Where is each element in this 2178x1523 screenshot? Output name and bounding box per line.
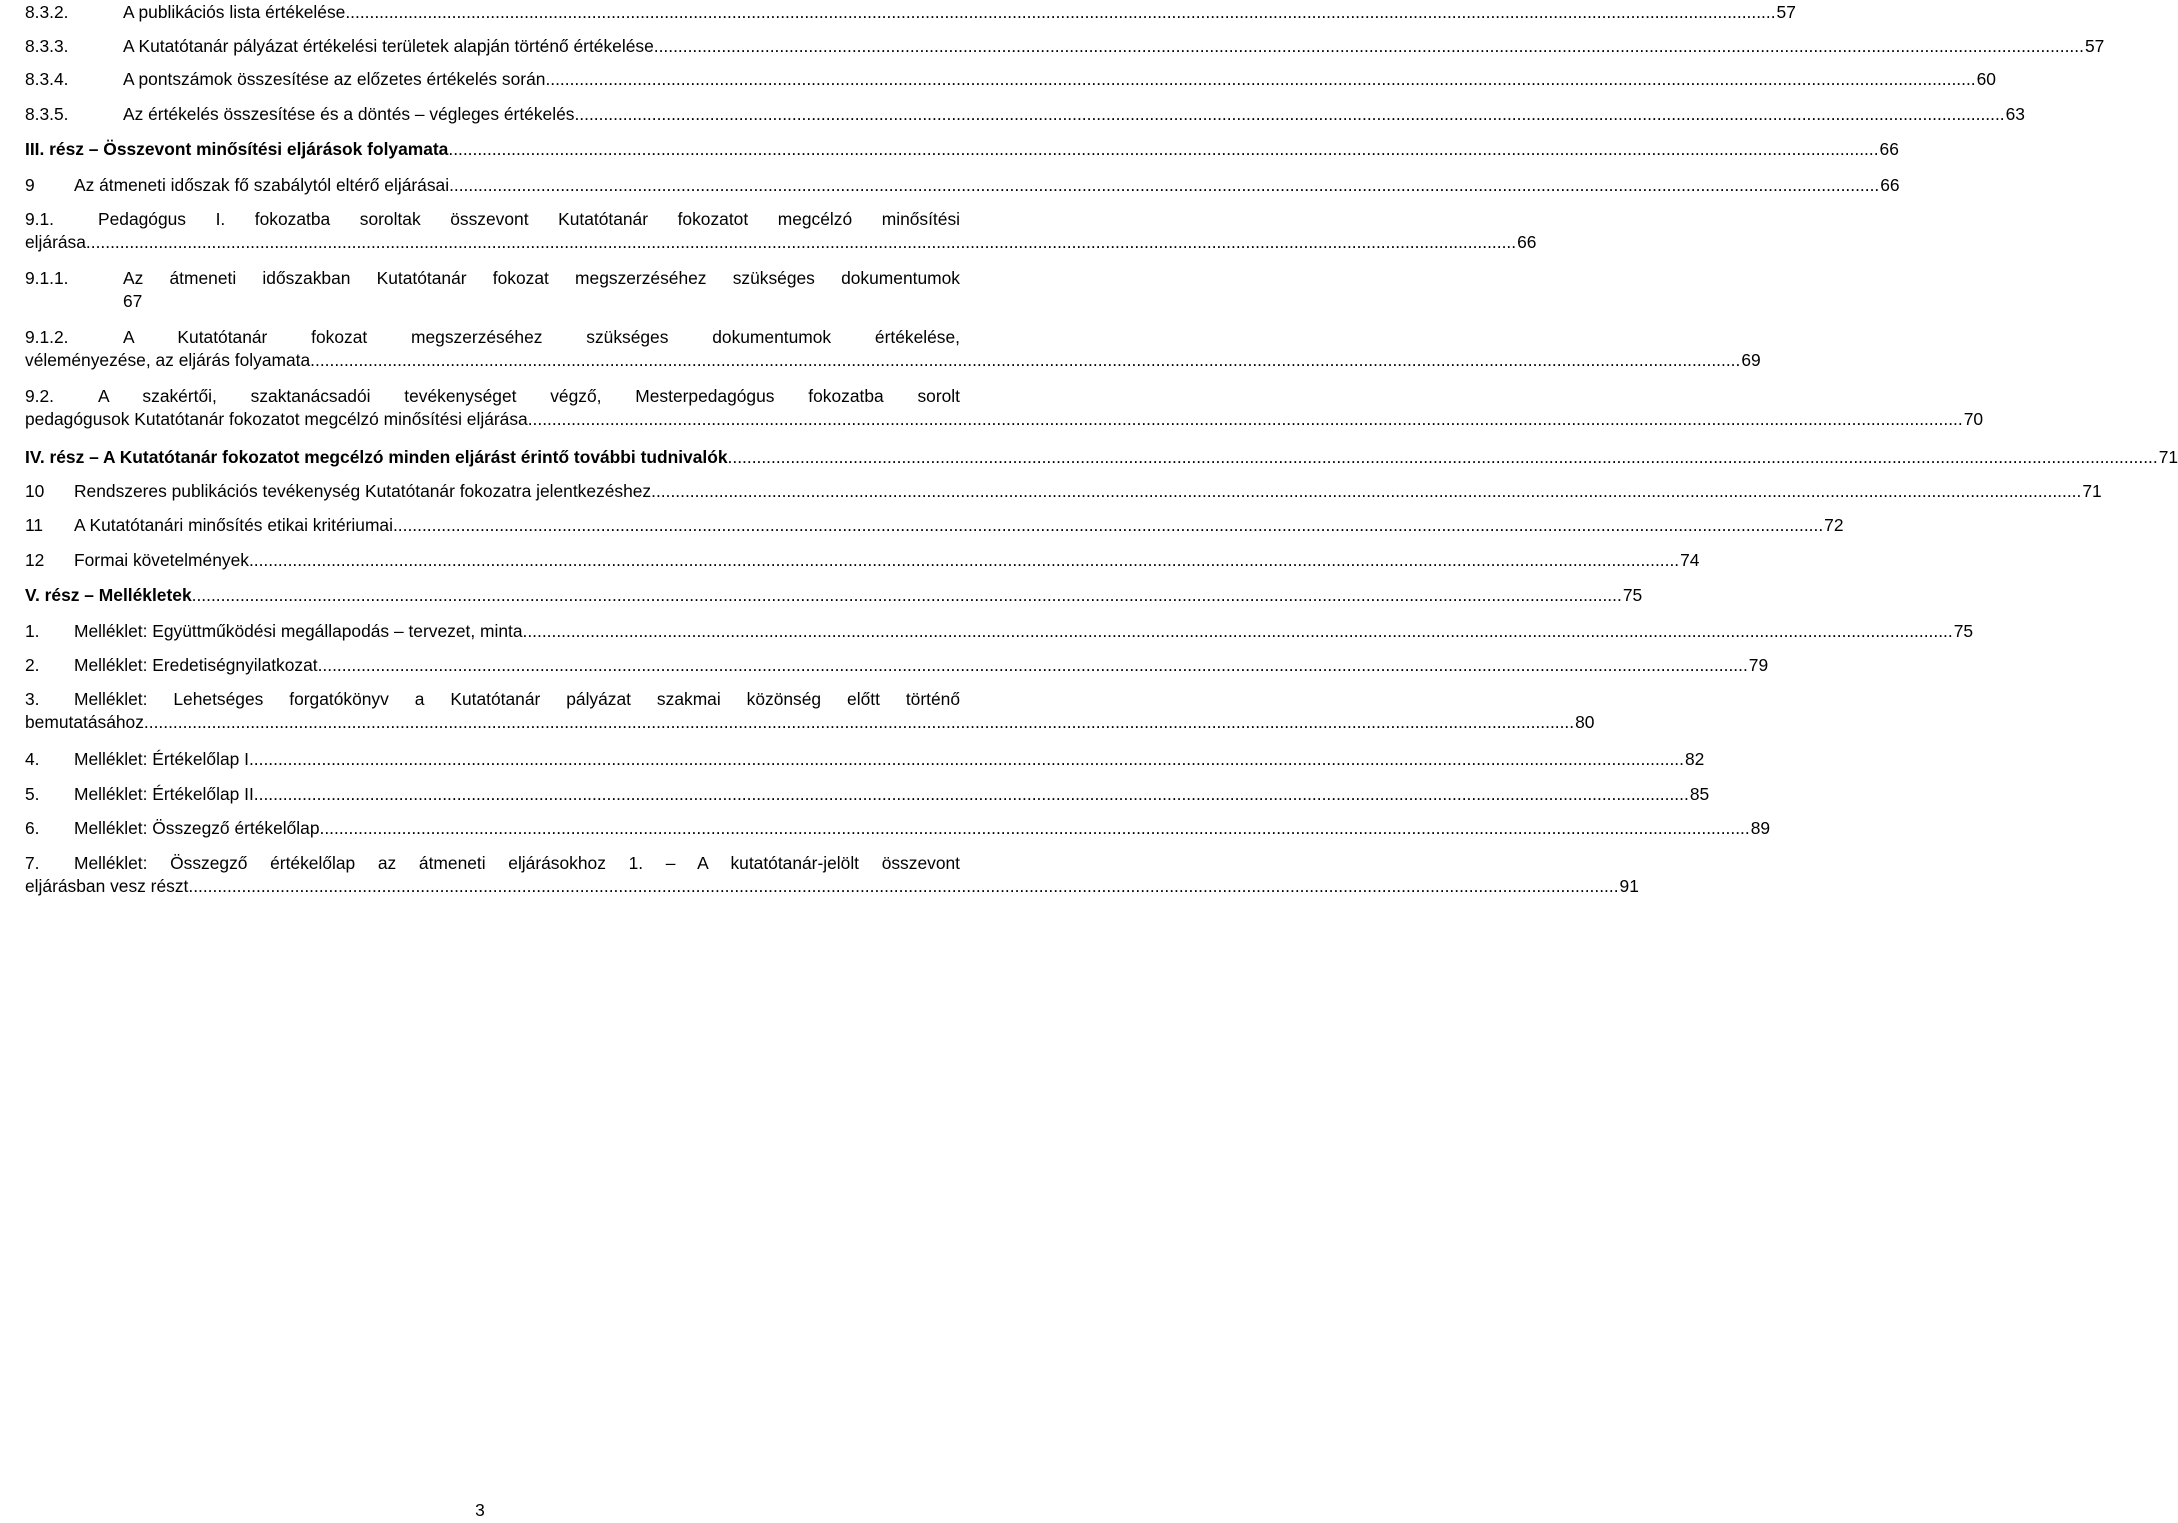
- toc-dot-leader: [86, 231, 1516, 254]
- toc-dot-leader: [310, 349, 1740, 372]
- toc-entry-title: A publikációs lista értékelése: [123, 2, 346, 22]
- toc-entry-number: 9.1.2.: [25, 327, 69, 347]
- toc-entry-number: 4.: [25, 749, 40, 769]
- toc-entry-page: 89: [1750, 818, 1771, 838]
- toc-dot-leader: [523, 620, 1953, 643]
- toc-entry-page: 79: [1748, 655, 1769, 675]
- toc-entry-page: 74: [1680, 550, 1700, 570]
- toc-entry[interactable]: [25, 620, 1974, 643]
- toc-entry-page: 75: [1953, 621, 1974, 641]
- toc-entry-number: 8.3.2.: [25, 2, 69, 22]
- toc-entry-title-line2: véleményezése, az eljárás folyamata: [25, 350, 311, 370]
- toc-part-heading[interactable]: [25, 446, 2178, 469]
- toc-entry-page: 70: [1963, 409, 1984, 429]
- toc-entry-page: 57: [1776, 2, 1796, 22]
- toc-entry[interactable]: [25, 514, 1844, 537]
- toc-part-heading[interactable]: [25, 584, 1643, 607]
- toc-entry-number: 8.3.4.: [25, 69, 69, 89]
- toc-dot-leader: [345, 1, 1775, 24]
- toc-entry-title: Melléklet: Eredetiségnyilatkozat: [74, 655, 318, 675]
- toc-dot-leader: [651, 480, 2081, 503]
- toc-entry-page: 82: [1684, 749, 1705, 769]
- toc-entry-number: 8.3.3.: [25, 36, 69, 56]
- toc-entry-page: 67: [123, 291, 143, 311]
- toc-dot-leader: [259, 783, 1689, 806]
- toc-dot-leader: [574, 103, 2004, 126]
- toc-entry[interactable]: [25, 748, 1705, 771]
- toc-dot-leader: [448, 138, 1878, 161]
- toc-entry-title: A pontszámok összesítése az előzetes értékelés során: [123, 69, 546, 89]
- toc-entry-title: V. rész – Mellékletek: [25, 585, 192, 605]
- toc-entry-page: 66: [1880, 175, 1900, 195]
- toc-entry[interactable]: [25, 654, 1769, 677]
- toc-entry-page: 60: [1976, 69, 1996, 89]
- toc-entry-page: 63: [2005, 104, 2025, 124]
- toc-entry-page: 71: [2158, 447, 2178, 467]
- toc-entry-number: 9.1.: [25, 209, 55, 229]
- toc-entry-page: 71: [2082, 481, 2102, 501]
- toc-dot-leader: [320, 817, 1750, 840]
- toc-entry-page: 72: [1824, 515, 1844, 535]
- toc-entry-page: 80: [1575, 712, 1595, 732]
- toc-entry-title-line1: Az átmeneti időszakban Kutatótanár fokozat megszerzéséhez szükséges dokumentumok: [123, 268, 960, 288]
- toc-entry-title-line2: eljárása: [25, 232, 86, 252]
- toc-entry-title-line2: bemutatásához: [25, 712, 144, 732]
- toc-entry-number: 11: [25, 515, 44, 535]
- toc-dot-leader: [654, 35, 2084, 58]
- toc-entry[interactable]: [25, 267, 960, 313]
- toc-entry-page: 85: [1689, 784, 1710, 804]
- toc-dot-leader: [188, 875, 1618, 898]
- toc-part-heading[interactable]: [25, 138, 1899, 161]
- toc-entry[interactable]: [25, 326, 1761, 372]
- toc-entry[interactable]: [25, 480, 2102, 503]
- toc-entry-page: 91: [1619, 876, 1639, 896]
- toc-entry-title-line2: pedagógusok Kutatótanár fokozatot megcélzó minősítési eljárása.: [25, 409, 533, 429]
- toc-dot-leader: [254, 748, 1684, 771]
- toc-dot-leader: [318, 654, 1748, 677]
- toc-entry-title: Melléklet: Értékelőlap II.: [74, 784, 259, 804]
- toc-dot-leader: [144, 711, 1574, 734]
- page-number: 3: [475, 1500, 485, 1520]
- toc-entry[interactable]: [25, 208, 1537, 254]
- toc-entry-number: 1.: [25, 621, 40, 641]
- toc-entry[interactable]: [25, 35, 2105, 58]
- toc-entry[interactable]: [25, 688, 1595, 734]
- toc-entry-number: 9.1.1.: [25, 268, 69, 288]
- toc-entry-page: 66: [1517, 232, 1537, 252]
- toc-entry-number: 9.2.: [25, 386, 55, 406]
- toc-dot-leader: [249, 549, 1679, 572]
- toc-entry-number: 12: [25, 550, 45, 570]
- toc-entry-title-line1: Melléklet: Összegző értékelőlap az átmeneti eljárásokhoz 1. – A kutatótanár-jelölt összevont: [74, 853, 960, 873]
- toc-entry-title: Az átmeneti időszak fő szabálytól eltérő eljárásai: [74, 175, 450, 195]
- toc-entry[interactable]: [25, 68, 1996, 91]
- toc-dot-leader: [393, 514, 1823, 537]
- toc-dot-leader: [192, 584, 1622, 607]
- toc-entry-page: 69: [1741, 350, 1761, 370]
- toc-entry-number: 8.3.5.: [25, 104, 69, 124]
- toc-entry[interactable]: [25, 385, 1984, 431]
- toc-entry-title: Melléklet: Együttműködési megállapodás – tervezet, minta: [74, 621, 523, 641]
- toc-entry-title-line1: Melléklet: Lehetséges forgatókönyv a Kutatótanár pályázat szakmai közönség előtt történő: [74, 689, 960, 709]
- toc-entry-number: 9: [25, 175, 35, 195]
- toc-entry[interactable]: [25, 549, 1700, 572]
- toc-entry-number: 7.: [25, 853, 40, 873]
- toc-entry-page: 57: [2084, 36, 2105, 56]
- toc-entry-page: 66: [1879, 139, 1899, 159]
- toc-entry-number: 5.: [25, 784, 40, 804]
- toc-entry-title: IV. rész – A Kutatótanár fokozatot megcélzó minden eljárást érintő további tudnivalók: [25, 447, 728, 467]
- toc-entry-title: Az értékelés összesítése és a döntés – végleges értékelés: [123, 104, 575, 124]
- toc-entry[interactable]: [25, 817, 1771, 840]
- toc-dot-leader: [728, 446, 2158, 469]
- toc-dot-leader: [449, 174, 1879, 197]
- toc-entry-title-line1: A Kutatótanár fokozat megszerzéséhez szükséges dokumentumok értékelése,: [123, 327, 960, 347]
- toc-entry[interactable]: [25, 783, 1710, 806]
- toc-entry-title: Melléklet: Értékelőlap I.: [74, 749, 254, 769]
- toc-entry-title: A Kutatótanár pályázat értékelési területek alapján történő értékelése: [123, 36, 654, 56]
- toc-entry-title: Rendszeres publikációs tevékenység Kutatótanár fokozatra jelentkezéshez: [74, 481, 652, 501]
- toc-entry-title-line1: Pedagógus I. fokozatba soroltak összevont Kutatótanár fokozatot megcélzó minősítési: [98, 209, 960, 229]
- toc-entry[interactable]: [25, 1, 1796, 24]
- toc-entry-title: Melléklet: Összegző értékelőlap: [74, 818, 320, 838]
- toc-entry-number: 10: [25, 481, 45, 501]
- toc-entry-title: III. rész – Összevont minősítési eljárások folyamata: [25, 139, 449, 159]
- toc-entry[interactable]: [25, 103, 2025, 126]
- toc-entry-title-line1: A szakértői, szaktanácsadói tevékenységet végző, Mesterpedagógus fokozatba sorolt: [98, 386, 960, 406]
- toc-entry-title: A Kutatótanári minősítés etikai kritériumai: [74, 515, 393, 535]
- toc-entry-page: 75: [1622, 585, 1643, 605]
- toc-dot-leader: [533, 408, 1963, 431]
- toc-dot-leader: [545, 68, 1975, 91]
- toc-entry-title-line2: eljárásban vesz részt: [25, 876, 189, 896]
- toc-entry[interactable]: [25, 852, 1639, 898]
- toc-entry-number: 2.: [25, 655, 40, 675]
- toc-entry-number: 3.: [25, 689, 40, 709]
- toc-entry[interactable]: [25, 174, 1900, 197]
- toc-entry-title: Formai követelmények: [74, 550, 249, 570]
- toc-entry-number: 6.: [25, 818, 40, 838]
